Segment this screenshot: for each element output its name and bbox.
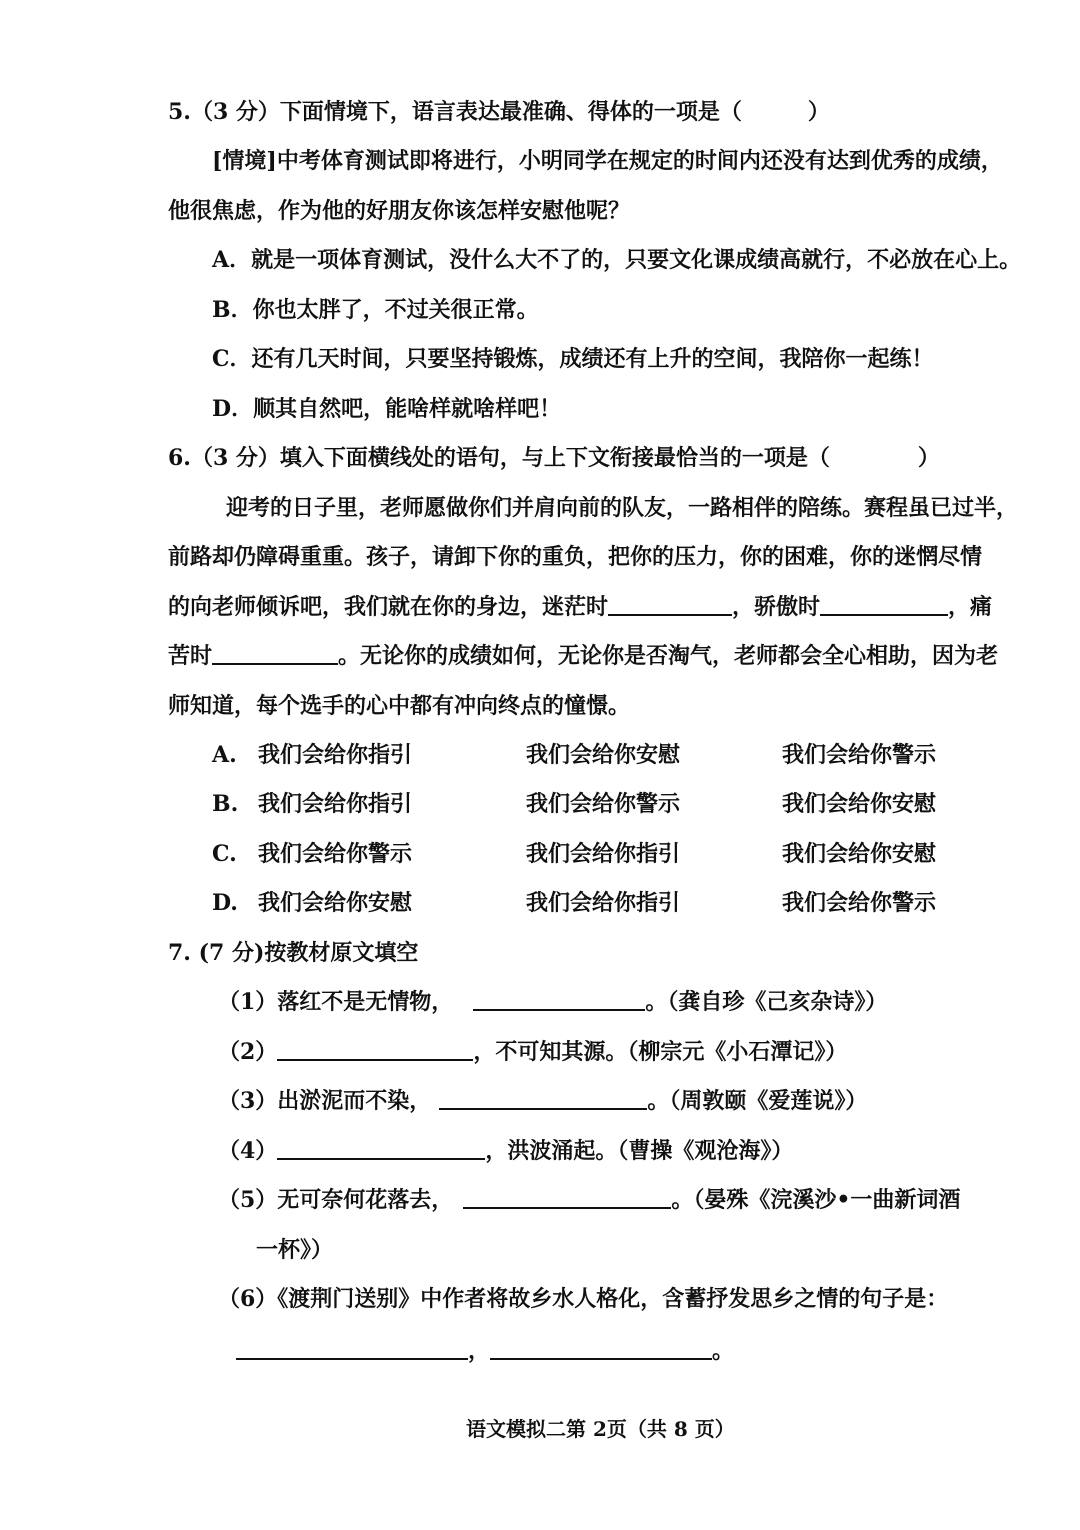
q7-item-6: （6）《渡荆门送别》中作者将故乡水人格化，含蓄抒发思乡之情的句子是： xyxy=(218,1286,949,1312)
q7-text: 。（晏殊《浣溪沙•一曲新词酒 xyxy=(671,1187,961,1213)
q7-text: （3）出淤泥而不染， xyxy=(218,1088,432,1114)
option-letter: C. xyxy=(212,841,237,867)
q7-text: 。（周敦颐《爱莲说》） xyxy=(647,1088,868,1114)
q7-stem: 7. (7 分)按教材原文填空 xyxy=(168,940,419,966)
q5-context-line-1: [情境]中考体育测试即将进行，小明同学在规定的时间内还没有达到优秀的成绩， xyxy=(212,148,1003,174)
answer-blank[interactable] xyxy=(820,592,948,616)
option-letter: B. xyxy=(212,791,239,817)
q6-passage-line-1: 迎考的日子里，老师愿做你们并肩向前的队友，一路相伴的陪练。赛程虽已过半， xyxy=(226,495,1019,521)
q6-text: ，痛 xyxy=(948,594,993,620)
option-choice-3: 我们会给你警示 xyxy=(782,890,937,916)
option-choice-1: 我们会给你指引 xyxy=(258,742,413,768)
q5-option-c: C．还有几天时间，只要坚持锻炼，成绩还有上升的空间，我陪你一起练！ xyxy=(212,346,934,372)
q5-option-d: D．顺其自然吧，能啥样就啥样吧！ xyxy=(212,396,562,422)
q5-option-b: B．你也太胖了，不过关很正常。 xyxy=(212,297,539,323)
option-letter: D. xyxy=(212,890,238,916)
answer-blank[interactable] xyxy=(463,1185,671,1209)
answer-blank[interactable] xyxy=(439,1086,647,1110)
q6-stem: 6.（3 分）填入下面横线处的语句，与上下文衔接最恰当的一项是（ ） xyxy=(168,445,940,471)
q7-text: （1）落红不是无情物， xyxy=(218,989,454,1015)
q6-passage-line-3 xyxy=(168,592,992,622)
q7-text: （2） xyxy=(218,1039,278,1065)
q6-text: ，骄傲时 xyxy=(732,594,821,620)
answer-blank[interactable] xyxy=(490,1336,712,1360)
q7-text: （4） xyxy=(218,1138,278,1164)
option-choice-3: 我们会给你安慰 xyxy=(782,791,937,817)
q7-item-6-answer xyxy=(236,1336,734,1366)
option-choice-1: 我们会给你指引 xyxy=(258,791,413,817)
q5-stem: 5.（3 分）下面情境下，语言表达最准确、得体的一项是（ ） xyxy=(168,99,830,125)
option-choice-2: 我们会给你警示 xyxy=(526,791,681,817)
q6-passage-line-2: 前路却仍障碍重重。孩子，请卸下你的重负，把你的压力，你的困难，你的迷惘尽情 xyxy=(168,544,983,570)
q7-item-1 xyxy=(218,987,887,1017)
option-choice-1: 我们会给你警示 xyxy=(258,841,413,867)
q7-item-3 xyxy=(218,1086,867,1116)
option-choice-2: 我们会给你指引 xyxy=(526,890,681,916)
q7-text: ，不可知其源。（柳宗元《小石潭记》） xyxy=(473,1039,848,1065)
answer-blank[interactable] xyxy=(277,1136,485,1160)
q7-item-2 xyxy=(218,1037,847,1067)
q7-item-4 xyxy=(218,1136,793,1166)
q7-text: ，洪波涌起。（曹操《观沧海》） xyxy=(485,1138,794,1164)
answer-blank[interactable] xyxy=(277,1037,473,1061)
answer-blank[interactable] xyxy=(212,641,338,665)
option-choice-3: 我们会给你安慰 xyxy=(782,841,937,867)
q7-text: 。 xyxy=(712,1338,735,1364)
q7-text: 。（龚自珍《己亥杂诗》） xyxy=(645,989,888,1015)
answer-blank[interactable] xyxy=(473,987,645,1011)
option-choice-2: 我们会给你指引 xyxy=(526,841,681,867)
page-footer: 语文模拟二第 2页（共 8 页） xyxy=(466,1417,735,1441)
option-choice-1: 我们会给你安慰 xyxy=(258,890,413,916)
option-letter: A. xyxy=(212,742,237,768)
option-choice-2: 我们会给你安慰 xyxy=(526,742,681,768)
q7-text: ， xyxy=(468,1338,491,1364)
q7-item-5-cont: 一杯》） xyxy=(256,1237,334,1263)
q6-passage-line-5: 师知道，每个选手的心中都有冲向终点的憧憬。 xyxy=(168,693,631,719)
q7-text: （5）无可奈何花落去， xyxy=(218,1187,454,1213)
answer-blank[interactable] xyxy=(236,1336,468,1360)
q5-option-a: A．就是一项体育测试，没什么大不了的，只要文化课成绩高就行，不必放在心上。 xyxy=(212,247,1022,273)
q6-text: 。无论你的成绩如何，无论你是否淘气，老师都会全心相助，因为老 xyxy=(338,643,999,669)
answer-blank[interactable] xyxy=(608,592,732,616)
q6-text: 的向老师倾诉吧，我们就在你的身边，迷茫时 xyxy=(168,594,609,620)
q5-context-line-2: 他很焦虑，作为他的好朋友你该怎样安慰他呢？ xyxy=(168,198,631,224)
q6-text: 苦时 xyxy=(168,643,213,669)
option-choice-3: 我们会给你警示 xyxy=(782,742,937,768)
q7-item-5 xyxy=(218,1185,960,1215)
q6-passage-line-4 xyxy=(168,641,998,671)
